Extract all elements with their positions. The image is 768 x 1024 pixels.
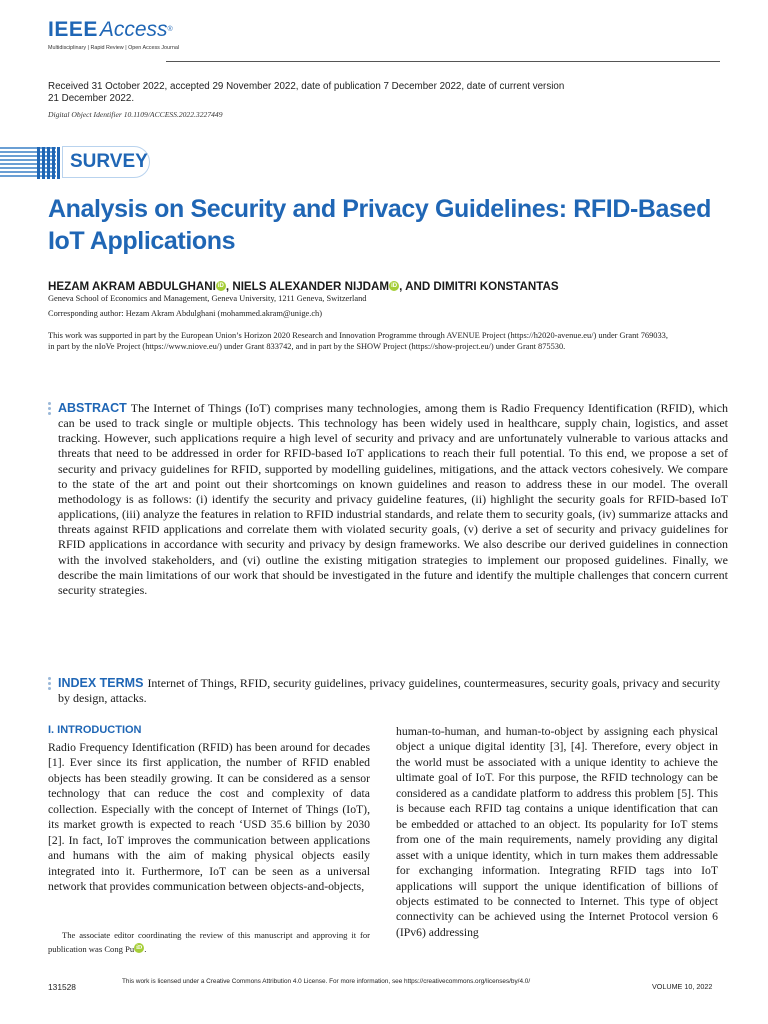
volume-label: VOLUME 10, 2022 xyxy=(652,982,713,991)
doi-line: Digital Object Identifier 10.1109/ACCESS.2022.3227449 xyxy=(48,110,223,119)
paper-title: Analysis on Security and Privacy Guidelines: RFID-Based IoT Applications xyxy=(48,195,711,255)
index-terms-dots-icon xyxy=(48,677,52,692)
index-terms-text: Internet of Things, RFID, security guidelines, privacy guidelines, countermeasures, security goals, privacy and security by design, attacks. xyxy=(58,676,721,706)
affiliation: Geneva School of Economics and Management, Geneva University, 1211 Geneva, Switzerland xyxy=(48,294,367,303)
abstract-dots-icon xyxy=(48,402,52,417)
abstract-text: The Internet of Things (IoT) comprises many technologies, among them is Radio Frequency Identification (RFID), which can be used to track single or multiple objects. This technology has been widely used in healthcare, supply chain, logistics, and asset tracking. However, such applications require a high level of security and privacy and are unfortunately vulnerable to various attacks and threats that need to be addressed in order for RFID-based IoT applications to reach their full potential. To this end, we propose a set of security and privacy guidelines for RFID, supported by modelling guidelines, mitigations, and the attack vectors cohesively. We compare to the state of the art and point out their shortcomings on known guidelines and reason to address these in our model. The overall methodology is as follows: (i) identify the security and privacy guideline features, (ii) highlight the security goals for RFID-based IoT applications, (iii) analyze the features in relation to RFID industrial standards, and relate them to security goals, (iv) summarize attacks and threats against RFID applications and correlate them with violated security goals, (v) derive a set of security and privacy guidelines for RFID applications in accordance with security and privacy by design frameworks. We also describe our derived guidelines in connection with the involved stakeholders, and (vi) outline the existing mitigation strategies to implement our proposed guidelines. Finally, we describe the main limitations of our work that should be investigated in the future and identify the multiple challenges that concern current security strategies. xyxy=(58,401,728,597)
survey-badge: SURVEY xyxy=(70,151,148,172)
footnote-end: . xyxy=(144,944,147,954)
license-notice[interactable]: This work is licensed under a Creative Commons Attribution 4.0 License. For more information, see https://creativecommons.org/licenses/by/4.0/ xyxy=(122,978,531,985)
received-dates: Received 31 October 2022, accepted 29 November 2022, date of publication 7 December 2022, date of current version 21 December 2022. xyxy=(48,81,565,104)
index-terms xyxy=(58,676,728,706)
footnote-text: The associate editor coordinating the review of this manuscript and approving it for publication was Cong Pu xyxy=(48,930,370,954)
journal-logo: IEEEAccess® xyxy=(48,18,173,41)
index-terms-label: INDEX TERMS xyxy=(58,676,144,690)
journal-tagline: Multidisciplinary | Rapid Review | Open Access Journal xyxy=(48,45,180,51)
funding-note: This work was supported in part by the European Union’s Horizon 2020 Research and Innovation Programme through AVENUE Project (https://h2020-avenue.eu/) under Grant 769033, in part by the nIoVe Project (https://www.niove.eu/) under Grant 833742, and in part by the SHOW Project (https://show-project.eu/) under Grant 875530. xyxy=(48,331,668,351)
editor-footnote xyxy=(48,928,370,956)
logo-brand: IEEE xyxy=(48,18,98,41)
section-heading: I. INTRODUCTION xyxy=(48,724,142,736)
author-3: , AND DIMITRI KONSTANTAS xyxy=(399,280,559,293)
masthead-rule xyxy=(166,61,720,62)
author-1: HEZAM AKRAM ABDULGHANI xyxy=(48,280,216,293)
badge-bars-icon xyxy=(36,146,62,180)
orcid-icon[interactable]: iD xyxy=(391,283,398,289)
intro-column-right: human-to-human, and human-to-object by assigning each physical object a unique digital identity [3], [4]. Therefore, every object in the world must be associated with a unique identity to achieve the ultimate goal of IoT. For this purpose, the RFID technology can be considered as a candidate platform to address this problem [5]. This is because each RFID tag contains a unique identification that can be embedded or attached to an object. Its popularity for IoT stems from one of the main requirements, namely providing any digital asset with a unique identity, which in turn makes them addressable for exchanging information. Integrating RFID tags into IoT applications will support the unique identification of billions of objects estimated to be connected to Internet. This type of object connectivity can be achieved using the Internet Protocol version 6 (IPv6) addressing xyxy=(396,725,718,939)
orcid-icon[interactable]: iD xyxy=(217,283,224,289)
page-number: 131528 xyxy=(48,982,76,992)
author-list xyxy=(48,280,728,293)
orcid-icon[interactable]: iD xyxy=(136,945,143,951)
intro-column-left: Radio Frequency Identification (RFID) has been around for decades [1]. Ever since its first application, the number of RFID enabled objects has been steadily growing. It can be considered as a sensor technology that can reduce the cost and complexity of data collection. Especially with the concept of Internet of Things (IoT), its market growth is expected to reach ‘USD 35.6 billion by 2030 [2]. In fact, IoT improves the communication between applications and humans with the aim of making physical objects easily integrated into it. Furthermore, IoT can be seen as a universal network that provides communication between objects-and-objects, xyxy=(48,741,370,894)
logo-product: Access xyxy=(99,18,168,41)
corresponding-author: Corresponding author: Hezam Akram Abdulghani (mohammed.akram@unige.ch) xyxy=(48,309,323,318)
abstract xyxy=(58,401,728,598)
abstract-label: ABSTRACT xyxy=(58,401,127,415)
author-2: , NIELS ALEXANDER NIJDAM xyxy=(225,280,390,293)
